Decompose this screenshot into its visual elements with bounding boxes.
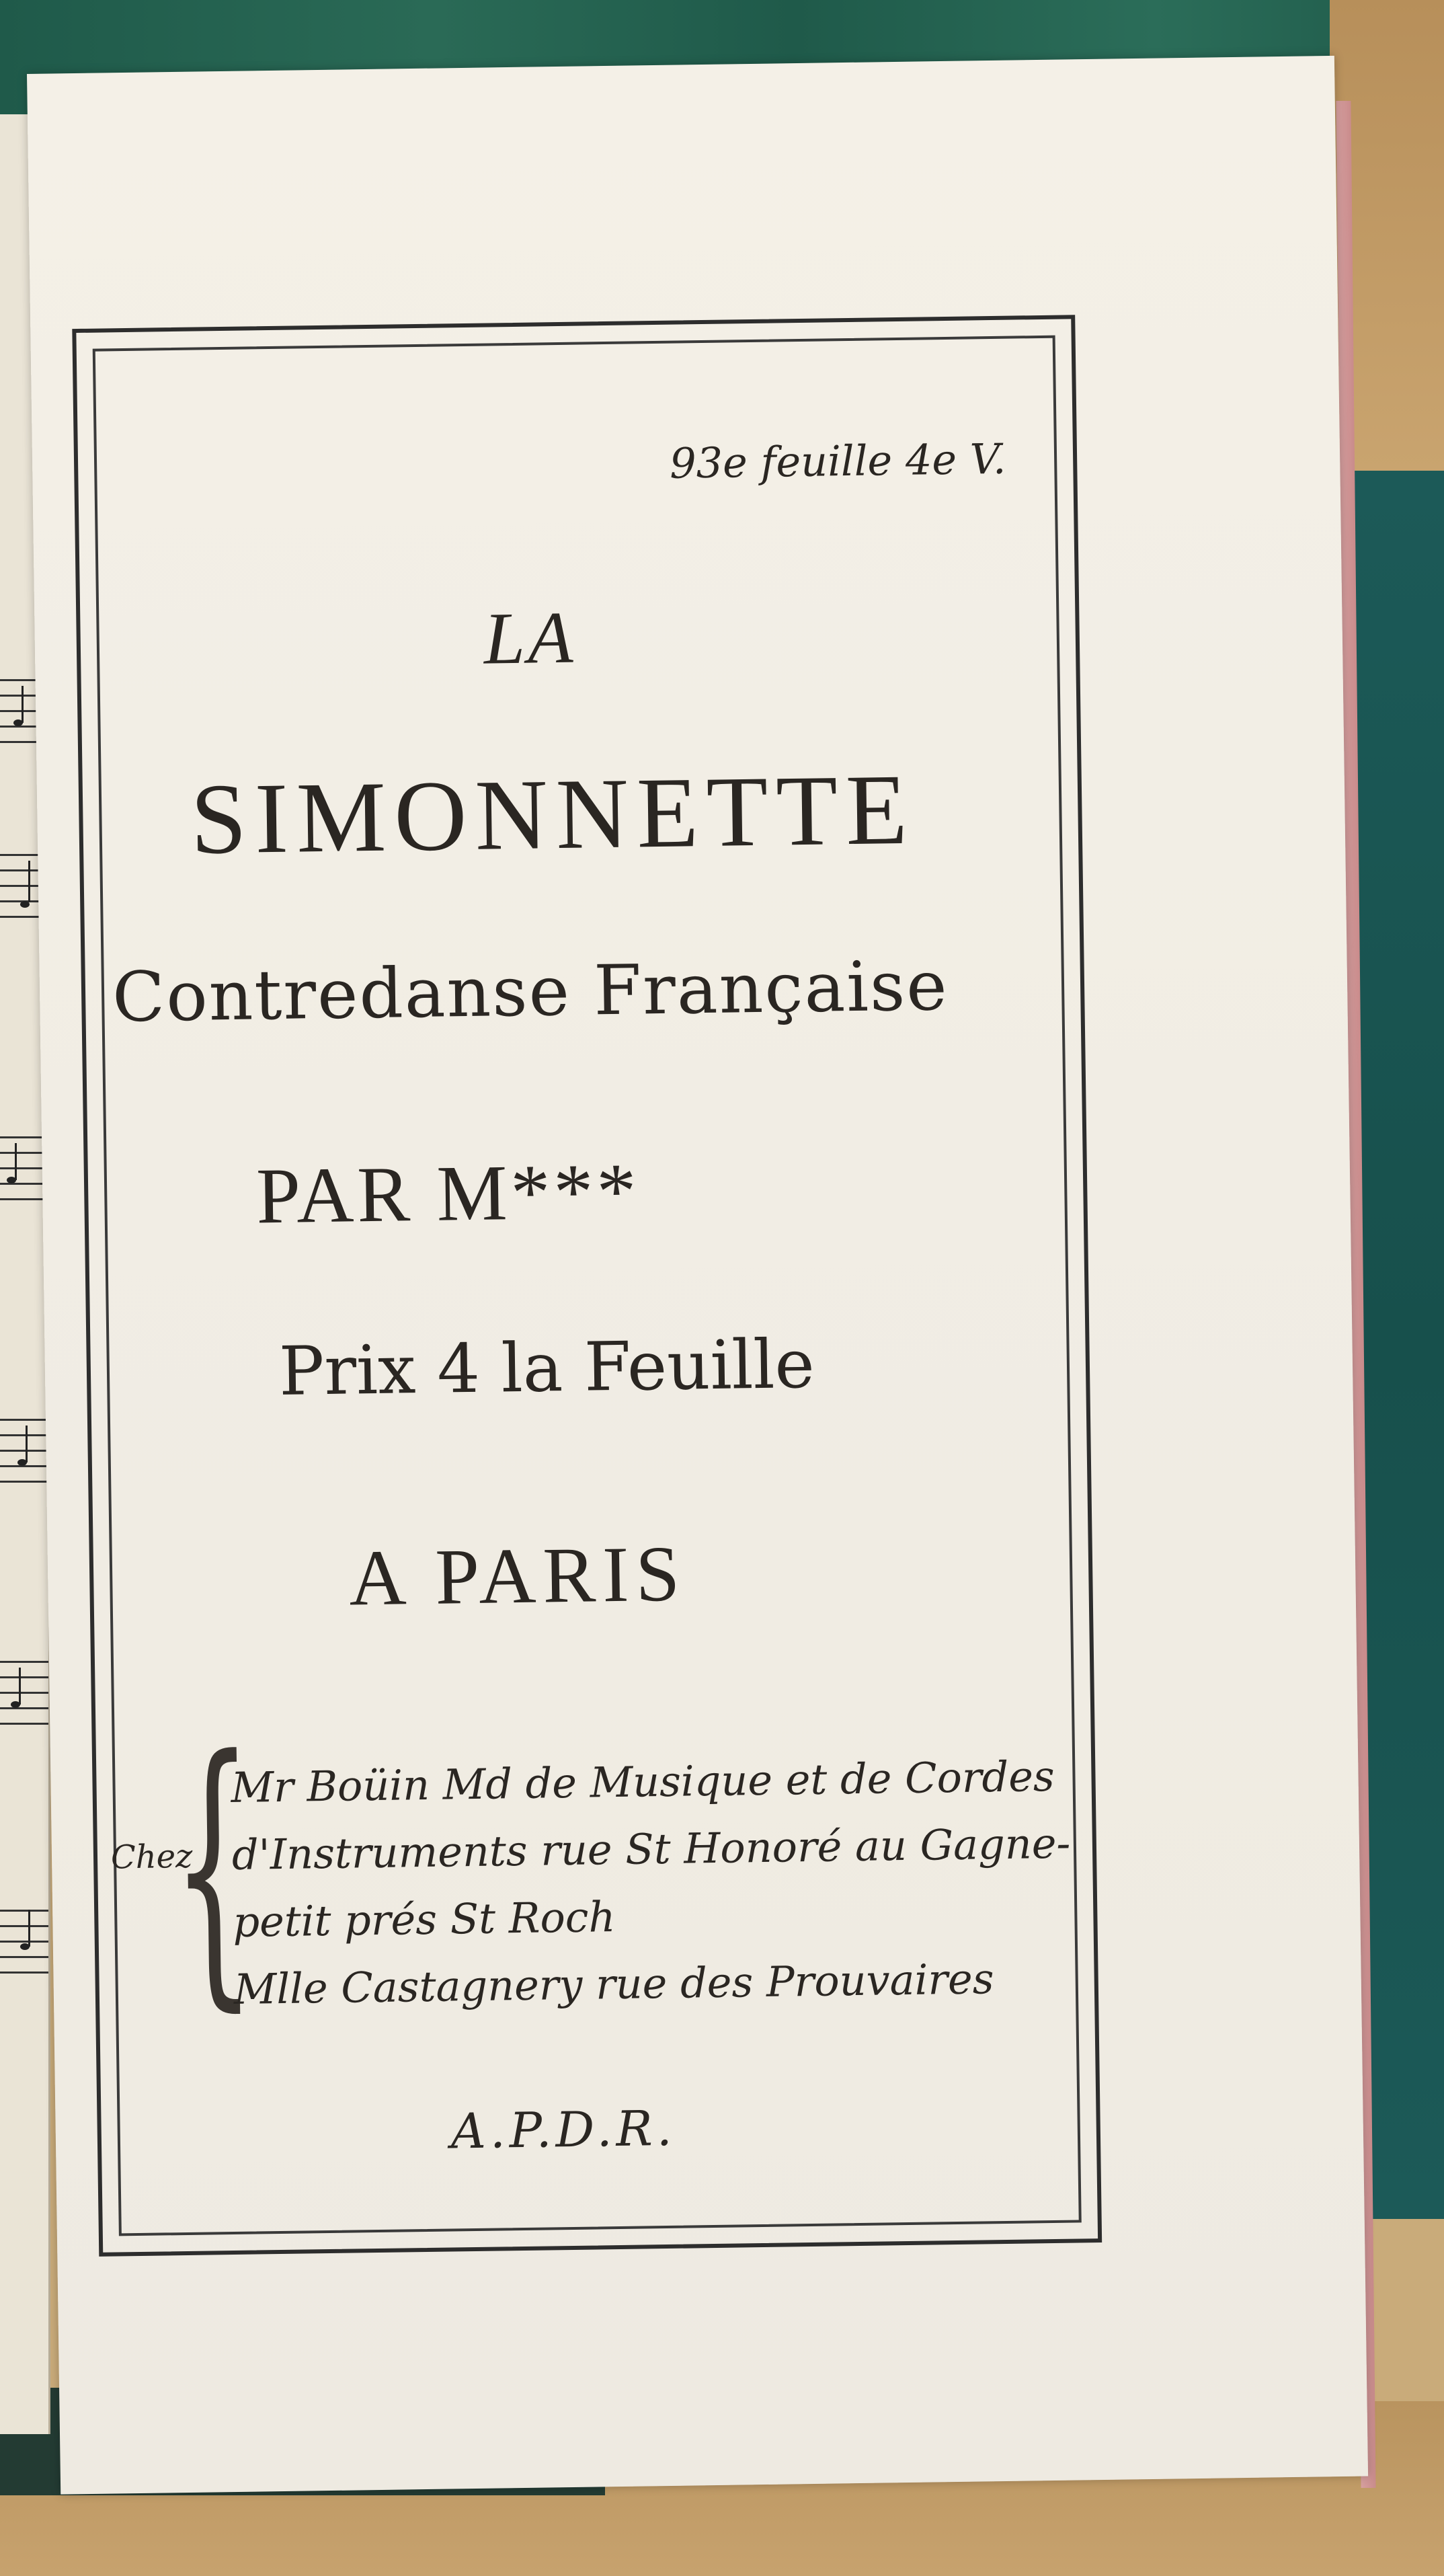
music-note-stem (15, 1143, 17, 1180)
music-note-stem (22, 686, 24, 723)
music-note-stem (19, 1668, 21, 1705)
seller-line: Mr Boüin Md de Musique et de Cordes (231, 1751, 1055, 1813)
seller-prefix: Chez (110, 1837, 193, 1877)
privilege-mark: A.P.D.R. (450, 2099, 677, 2160)
music-staff (0, 1896, 48, 1984)
place-line: A PARIS (348, 1529, 687, 1623)
music-note-stem (26, 1426, 28, 1462)
music-note-stem (28, 1910, 30, 1947)
music-note-stem (28, 861, 30, 902)
title-frame (72, 315, 1102, 2257)
brace-glyph: { (169, 1699, 257, 2037)
subtitle: Contredanse Française (112, 946, 949, 1038)
seller-line: petit prés St Roch (232, 1892, 616, 1947)
title-main: SIMONNETTE (190, 753, 916, 875)
price-line: Prix 4 la Feuille (278, 1324, 815, 1411)
catalog-mark: 93e feuille 4e V. (669, 434, 1006, 488)
author-line: PAR M*** (255, 1146, 641, 1241)
title-page (27, 56, 1368, 2495)
music-staff (0, 1405, 48, 1493)
title-article: LA (483, 596, 577, 680)
seller-line: Mlle Castagnery rue des Prouvaires (233, 1954, 994, 2014)
seller-line: d'Instruments rue St Honoré au Gagne- (231, 1818, 1071, 1879)
music-staff (0, 1647, 48, 1735)
